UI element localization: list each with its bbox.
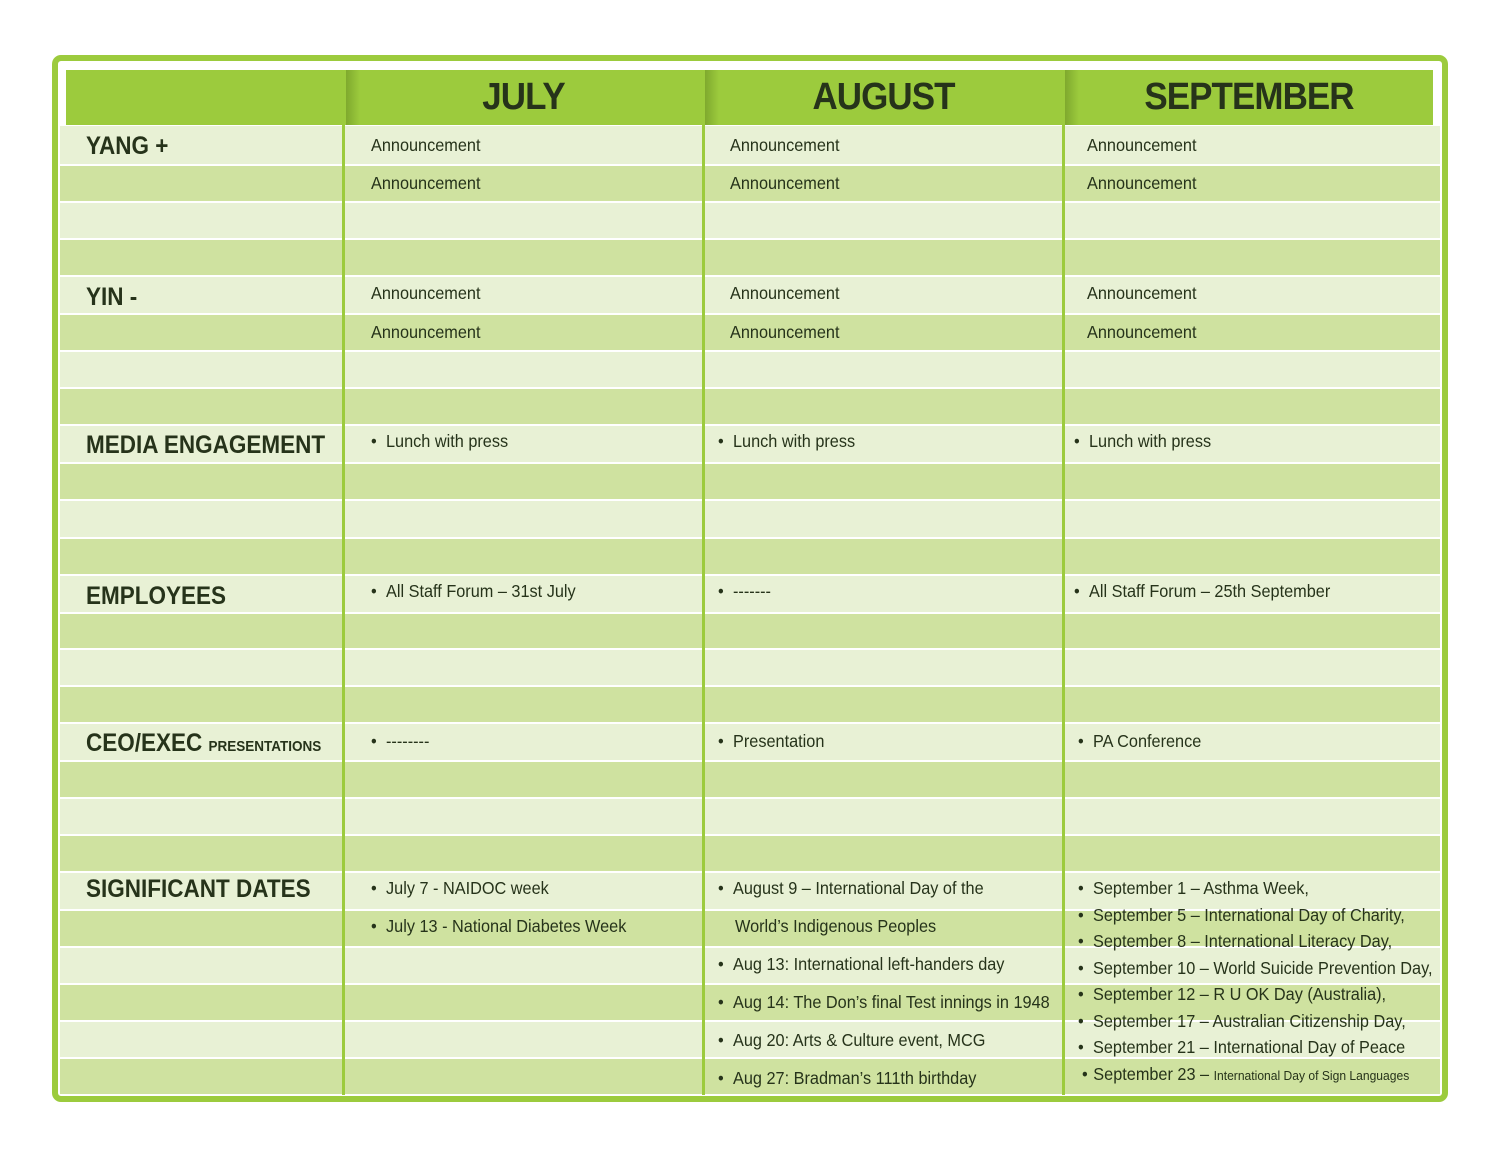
- category-ceo-main: CEO/EXEC: [86, 729, 203, 757]
- category-significant-dates: SIGNIFICANT DATES: [86, 875, 311, 903]
- dates-september-8: [1082, 1064, 1409, 1085]
- bullet: •: [1082, 1064, 1088, 1084]
- row-band: [60, 614, 1440, 648]
- media-july: [371, 431, 508, 452]
- dates-september-4-text: September 10 – World Suicide Prevention Day,: [1093, 958, 1433, 978]
- bullet: •: [1078, 878, 1084, 898]
- row-band: [60, 501, 1440, 537]
- bullet: •: [371, 431, 377, 451]
- bullet: •: [1074, 581, 1080, 601]
- employees-september-text: All Staff Forum – 25th September: [1089, 581, 1331, 601]
- media-august: [718, 431, 855, 452]
- dates-august-1: [718, 878, 984, 899]
- row-band: [60, 650, 1440, 685]
- bullet: •: [718, 1068, 724, 1088]
- bullet: •: [371, 731, 377, 751]
- yin-july-1: Announcement: [371, 283, 481, 303]
- media-september: [1074, 431, 1211, 452]
- bullet: •: [718, 992, 724, 1012]
- dates-september-6-text: September 17 – Australian Citizenship Day,: [1093, 1011, 1406, 1031]
- bullet: •: [1078, 958, 1084, 978]
- media-september-text: Lunch with press: [1089, 431, 1212, 451]
- dates-september-1: [1078, 878, 1309, 899]
- bullet: •: [371, 581, 377, 601]
- bullet: •: [1078, 731, 1084, 751]
- month-header-july: JULY: [482, 76, 565, 118]
- column-divider: [702, 70, 705, 1095]
- ceo-september: [1078, 731, 1201, 752]
- row-band: [60, 203, 1440, 238]
- header-shade: [1065, 70, 1079, 125]
- month-header-august: AUGUST: [812, 76, 955, 118]
- category-ceo-small: PRESENTATIONS: [208, 738, 322, 755]
- dates-august-1-cont: World’s Indigenous Peoples: [735, 916, 937, 936]
- bullet: •: [718, 1030, 724, 1050]
- bullet: •: [1074, 431, 1080, 451]
- dates-august-1-text: August 9 – International Day of the: [733, 878, 984, 898]
- dates-august-3: [718, 992, 1050, 1013]
- employees-july-text: All Staff Forum – 31st July: [386, 581, 576, 601]
- dates-september-2: [1078, 905, 1405, 926]
- dates-september-5: [1078, 984, 1386, 1005]
- category-yin: YIN -: [86, 283, 138, 311]
- header-shade: [705, 70, 719, 125]
- category-ceo-exec: [86, 729, 321, 758]
- dates-september-3: [1078, 931, 1392, 952]
- yin-august-2: Announcement: [730, 322, 840, 342]
- yang-september-1: Announcement: [1087, 135, 1197, 155]
- row-band: [60, 799, 1440, 834]
- dates-september-3-text: September 8 – International Literacy Day,: [1093, 931, 1393, 951]
- row-band: [60, 836, 1440, 871]
- dates-july-2: [371, 916, 626, 937]
- yang-august-2: Announcement: [730, 173, 840, 193]
- month-header-september: SEPTEMBER: [1144, 76, 1354, 118]
- yang-september-2: Announcement: [1087, 173, 1197, 193]
- dates-september-8-text: September 23 –: [1093, 1064, 1210, 1084]
- bullet: •: [718, 731, 724, 751]
- dates-august-2: [718, 954, 1004, 975]
- media-august-text: Lunch with press: [733, 431, 856, 451]
- dates-august-5: [718, 1068, 976, 1089]
- row-band: [60, 240, 1440, 275]
- dates-july-1-text: July 7 - NAIDOC week: [386, 878, 549, 898]
- dates-september-8-small: International Day of Sign Languages: [1213, 1068, 1410, 1083]
- row-band: [60, 762, 1440, 797]
- dates-august-4-text: Aug 20: Arts & Culture event, MCG: [733, 1030, 986, 1050]
- dates-september-5-text: September 12 – R U OK Day (Australia),: [1093, 984, 1387, 1004]
- bullet: •: [1078, 1037, 1084, 1057]
- dates-august-3-text: Aug 14: The Don’s final Test innings in 1948: [733, 992, 1050, 1012]
- ceo-august: [718, 731, 824, 752]
- dates-september-7: [1078, 1037, 1405, 1058]
- ceo-july-text: --------: [386, 731, 430, 751]
- header-shade: [346, 70, 360, 125]
- category-employees: EMPLOYEES: [86, 582, 227, 610]
- column-divider: [1062, 70, 1065, 1095]
- yin-september-1: Announcement: [1087, 283, 1197, 303]
- dates-september-6: [1078, 1011, 1406, 1032]
- ceo-september-text: PA Conference: [1093, 731, 1202, 751]
- yang-august-1: Announcement: [730, 135, 840, 155]
- row-band: [60, 389, 1440, 424]
- bullet: •: [718, 954, 724, 974]
- column-divider: [342, 70, 345, 1095]
- yin-august-1: Announcement: [730, 283, 840, 303]
- bullet: •: [718, 878, 724, 898]
- category-media-engagement: MEDIA ENGAGEMENT: [86, 431, 326, 459]
- dates-august-2-text: Aug 13: International left-handers day: [733, 954, 1005, 974]
- bullet: •: [1078, 1011, 1084, 1031]
- yin-september-2: Announcement: [1087, 322, 1197, 342]
- row-band: [60, 352, 1440, 387]
- dates-september-4: [1078, 958, 1433, 979]
- bullet: •: [1078, 905, 1084, 925]
- bullet: •: [718, 581, 724, 601]
- yang-july-1: Announcement: [371, 135, 481, 155]
- category-yang: YANG +: [86, 132, 169, 160]
- dates-august-5-text: Aug 27: Bradman’s 111th birthday: [733, 1068, 977, 1088]
- dates-september-7-text: September 21 – International Day of Peace: [1093, 1037, 1406, 1057]
- yang-july-2: Announcement: [371, 173, 481, 193]
- row-band: [60, 539, 1440, 574]
- ceo-july: [371, 731, 429, 752]
- employees-august-text: -------: [733, 581, 771, 601]
- employees-july: [371, 581, 576, 602]
- dates-july-1: [371, 878, 549, 899]
- row-band: [60, 687, 1440, 722]
- dates-september-1-text: September 1 – Asthma Week,: [1093, 878, 1309, 898]
- dates-september-2-text: September 5 – International Day of Charity,: [1093, 905, 1405, 925]
- row-band: [60, 464, 1440, 499]
- bullet: •: [371, 916, 377, 936]
- bullet: •: [1078, 984, 1084, 1004]
- employees-september: [1074, 581, 1330, 602]
- dates-august-4: [718, 1030, 985, 1051]
- employees-august: [718, 581, 771, 602]
- yin-july-2: Announcement: [371, 322, 481, 342]
- bullet: •: [1078, 931, 1084, 951]
- media-july-text: Lunch with press: [386, 431, 509, 451]
- bullet: •: [371, 878, 377, 898]
- ceo-august-text: Presentation: [733, 731, 825, 751]
- dates-july-2-text: July 13 - National Diabetes Week: [386, 916, 627, 936]
- bullet: •: [718, 431, 724, 451]
